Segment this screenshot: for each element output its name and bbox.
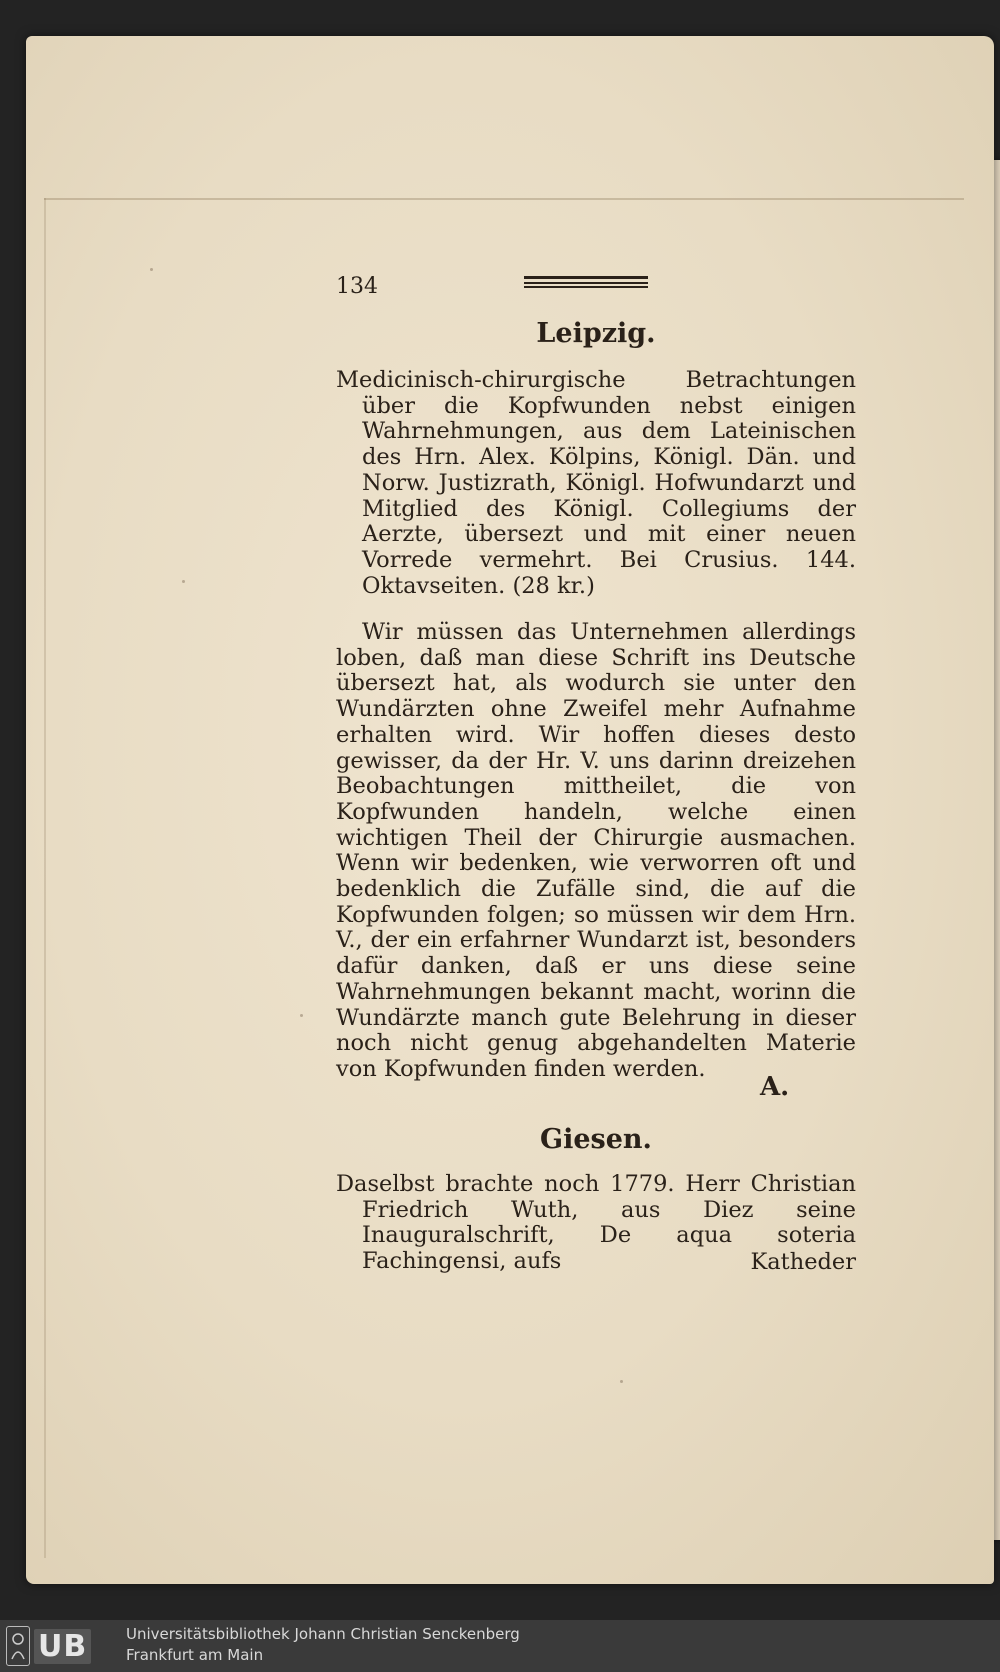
paper-speck <box>182 580 185 583</box>
portrait-icon <box>6 1626 30 1666</box>
giessen-entry: Daselbst brachte noch 1779. Herr Christian Friedrich Wuth, aus Diez seine Inauguralschrift, De aqua soteria Fachingensi, aufs <box>336 1171 856 1275</box>
paper-speck <box>150 268 153 271</box>
reviewer-signature: A. <box>760 1072 790 1102</box>
catchword: Katheder <box>750 1249 856 1275</box>
page-number: 134 <box>336 274 378 299</box>
header-rule <box>524 276 648 288</box>
fold-line <box>44 198 964 200</box>
heading-giessen: Giesen. <box>540 1124 652 1155</box>
logo-text: UB <box>34 1629 91 1664</box>
institution-name: Universitätsbibliothek Johann Christian Senckenberg <box>126 1625 520 1643</box>
library-logo[interactable] <box>6 1626 114 1666</box>
heading-leipzig: Leipzig. <box>536 318 656 349</box>
institution-city: Frankfurt am Main <box>126 1646 264 1664</box>
review-text: Wir müssen das Unternehmen allerdings loben, daß man diese Schrift ins Deutsche übersezt hat, als wodurch sie unter den Wundärzten ohne Zweifel mehr Aufnahme erhalten wird. Wir hoffen dieses desto gewisser, da der Hr. V. uns darinn dreizehen Beobachtungen mittheilet, die von Kopfwunden handeln, welche einen wichtigen Theil der Chirurgie ausmachen. Wenn wir bedenken, wie verworren oft und bedenklich die Zufälle sind, die auf die Kopfwunden folgen; so müssen wir dem Hrn. V., der ein erfahrner Wundarzt ist, besonders dafür danken, daß er uns diese seine Wahrnehmungen bekannt macht, worinn die Wundärzte manch gute Belehrung in dieser noch nicht genug abgehandelten Materie von Kopfwunden finden werden. <box>336 619 856 1082</box>
paper-speck <box>620 1380 623 1383</box>
footer-bar <box>0 1620 1000 1672</box>
fold-line-left <box>44 198 46 1558</box>
book-title-entry: Medicinisch-chirurgische Betrachtungen über die Kopfwunden nebst einigen Wahrnehmungen, aus dem Lateinischen des Hrn. Alex. Kölpins, Königl. Dän. und Norw. Justizrath, Königl. Hofwundarzt und Mitglied des Königl. Collegiums der Aerzte, übersezt und mit einer neuen Vorrede vermehrt. Bei Crusius. 144. Oktavseiten. (28 kr.) <box>336 367 856 599</box>
paper-speck <box>300 1014 303 1017</box>
